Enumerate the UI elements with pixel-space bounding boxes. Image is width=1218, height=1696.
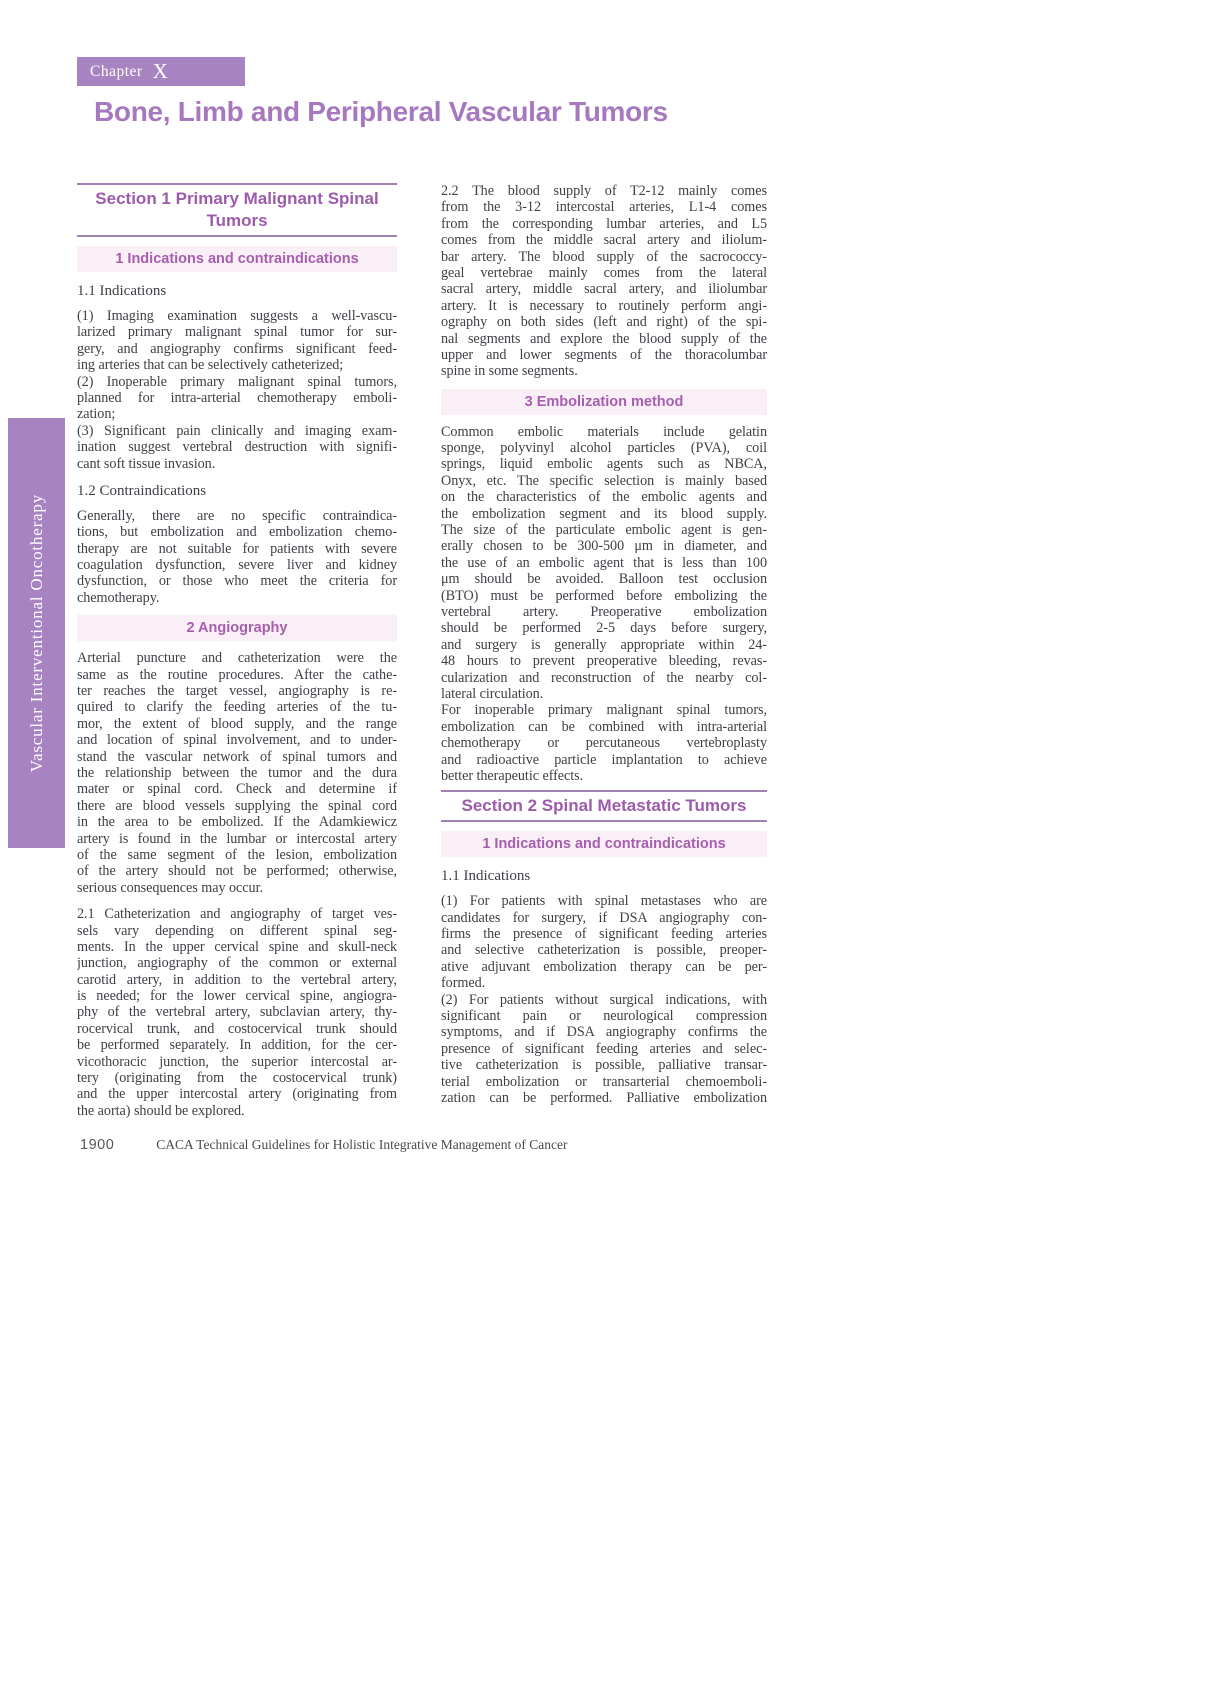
subheading: 1.1 Indications [441,868,531,885]
text-line: upper and lower segments of the thoracolumbar [441,346,767,363]
section-heading [441,790,767,822]
text-line: rocervical trunk, and costocervical trunk should [77,1020,397,1037]
section-heading-line: Section 1 Primary Malignant Spinal [95,189,379,208]
text-line: sponge, polyvinyl alcohol particles (PVA), coil [441,440,767,457]
paragraph [441,702,767,784]
text-line: there are blood vessels supplying the spinal cord [77,797,397,814]
text-line: ments. In the upper cervical spine and skull-neck [77,938,397,955]
text-line: should be performed 2-5 days before surgery, [441,620,767,637]
text-line: bar artery. The blood supply of the sacrococcy- [441,248,767,265]
topic-banner: 3 Embolization method [441,389,767,415]
text-line: ing arteries that can be selectively catheterized; [77,357,344,374]
text-line: from the corresponding lumbar arteries, and L5 [441,215,767,232]
text-line: and selective catheterization is possible, preoper- [441,942,767,959]
paragraph [441,183,767,380]
section-heading-line: Tumors [206,211,268,230]
text-line: stand the vascular network of spinal tumors and [77,748,397,765]
text-line: terial embolization or transarterial chemoemboli- [441,1073,767,1090]
sidebar-tab [8,418,65,848]
text-line: is needed; for the lower cervical spine, angiogra- [77,988,397,1005]
paragraph [77,508,397,606]
text-line: (1) For patients with spinal metastases who are [441,893,767,910]
text-line: ative adjuvant embolization therapy can be per- [441,958,767,975]
text-line: μm should be avoided. Balloon test occlusion [441,571,767,588]
text-line: the embolization segment and its blood supply. [441,505,767,522]
text-line: same as the routine procedures. After the cathe- [77,666,397,683]
text-line: (3) Significant pain clinically and imaging exam- [77,422,397,439]
text-line: erally chosen to be 300-500 μm in diameter, and [441,538,767,555]
paragraph [77,906,397,1119]
topic-banner: 2 Angiography [77,615,397,641]
text-line: better therapeutic effects. [441,767,584,784]
text-line: symptoms, and if DSA angiography confirms the [441,1024,767,1041]
paragraph [441,893,767,1106]
text-line: ography on both sides (left and right) of the spi- [441,314,767,331]
text-line: artery. It is necessary to routinely perform angi- [441,297,767,314]
section-heading-line: Section 2 Spinal Metastatic Tumors [461,796,747,816]
text-line: firms the presence of significant feeding arteries [441,926,767,943]
text-line: artery is found in the lumbar or intercostal artery [77,830,397,847]
text-line: the use of an embolic agent that is less than 100 [441,554,767,571]
text-line: Common embolic materials include gelatin [441,423,767,440]
paragraph [77,308,397,472]
text-line: (1) Imaging examination suggests a well-vascu- [77,308,397,324]
text-line: be performed separately. In addition, for the cer- [77,1037,397,1054]
text-line: chemotherapy. [77,589,160,606]
text-line: in the area to be embolized. If the Adamkiewicz [77,814,397,831]
text-line: geal vertebrae mainly comes from the lateral [441,264,767,281]
text-line: mor, the extent of blood supply, and the range [77,715,397,732]
chapter-label: Chapter [90,62,143,80]
text-line: from the 3-12 intercostal arteries, L1-4 comes [441,199,767,216]
paragraph [441,424,767,703]
text-line: tions, but embolization and embolization chemo- [77,524,397,541]
subheading: 1.2 Contraindications [77,482,207,499]
text-line: chemotherapy or percutaneous vertebroplasty [441,735,767,752]
topic-banner: 1 Indications and contraindications [441,831,767,857]
text-line: of the artery should not be performed; otherwise, [77,863,397,880]
text-line: candidates for surgery, if DSA angiography con- [441,909,767,926]
page-number: 1900 [80,1137,115,1153]
text-line: tery (originating from the costocervical trunk) [77,1070,397,1087]
text-line: the relationship between the tumor and the dura [77,764,397,781]
text-line: Onyx, etc. The specific selection is mainly based [441,472,767,489]
text-line: larized primary malignant spinal tumor for sur- [77,324,397,341]
text-line: therapy are not suitable for patients with severe [77,540,397,557]
text-line: and the upper intercostal artery (originating from [77,1086,397,1103]
column-right [441,183,767,1106]
text-line: ination suggest vertebral destruction with signifi- [77,439,397,456]
page-title: Bone, Limb and Peripheral Vascular Tumors [94,96,668,127]
text-line: mater or spinal cord. Check and determine if [77,781,397,798]
text-line: (2) For patients without surgical indications, with [441,991,767,1008]
text-line: tive catheterization is possible, palliative transar- [441,1057,767,1074]
text-line: the aorta) should be explored. [77,1102,245,1119]
footer-text: CACA Technical Guidelines for Holistic Integrative Management of Cancer [156,1137,568,1152]
chapter-number: X [152,59,168,83]
text-line: comes from the middle sacral artery and iliolum- [441,232,767,249]
text-line: vertebral artery. Preoperative embolization [441,603,767,620]
text-line: formed. [441,975,486,992]
text-line: The size of the particulate embolic agent is gen- [441,522,767,539]
text-line: (2) Inoperable primary malignant spinal tumors, [77,373,397,390]
text-line: serious consequences may occur. [77,879,263,896]
text-line: dysfunction, or those who meet the criteria for [77,573,397,590]
text-line: zation; [77,406,116,423]
text-line: 2.2 The blood supply of T2-12 mainly comes [441,183,767,199]
text-line: coagulation dysfunction, severe liver and kidney [77,557,397,574]
text-line: and location of spinal involvement, and to under- [77,732,397,749]
text-line: gery, and angiography confirms significant feed- [77,340,397,357]
text-line: Generally, there are no specific contraindica- [77,507,397,524]
text-line: springs, liquid embolic agents such as NBCA, [441,456,767,473]
text-line: on the characteristics of the embolic agents and [441,489,767,506]
section-heading [77,183,397,237]
text-line: phy of the vertebral artery, subclavian artery, thy- [77,1004,397,1021]
text-line: junction, angiography of the common or external [77,955,397,972]
text-line: Arterial puncture and catheterization were the [77,650,397,667]
subheading: 1.1 Indications [77,283,167,299]
text-line: sacral artery, middle sacral artery, and iliolumbar [441,281,767,298]
text-line: and surgery is generally appropriate within 24- [441,636,767,653]
text-line: carotid artery, in addition to the vertebral artery, [77,971,397,988]
text-line: 2.1 Catheterization and angiography of target ves- [77,906,397,923]
text-line: spine in some segments. [441,363,578,380]
text-line: 48 hours to prevent preoperative bleeding, revas- [441,653,767,670]
text-line: vicothoracic junction, the superior intercostal ar- [77,1053,397,1070]
paragraph [77,650,397,896]
text-line: zation can be performed. Palliative embolization [441,1089,767,1106]
text-line: significant pain or neurological compression [441,1008,767,1025]
text-line: sels vary depending on different spinal seg- [77,922,397,939]
sidebar-tab-label: Vascular Interventional Oncotherapy [26,493,46,773]
text-line: of the same segment of the lesion, embolization [77,846,397,863]
text-line: lateral circulation. [441,685,544,702]
text-line: ter reaches the target vessel, angiography is re- [77,683,397,700]
text-line: quired to clarify the feeding arteries of the tu- [77,699,397,716]
column-left [77,183,397,1119]
text-line: cant soft tissue invasion. [77,455,216,472]
text-line: presence of significant feeding arteries and selec- [441,1040,767,1057]
text-line: (BTO) must be performed before embolizing the [441,587,767,604]
chapter-badge [77,57,245,86]
text-line: nal segments and explore the blood supply of the [441,330,767,347]
text-line: planned for intra-arterial chemotherapy emboli- [77,389,397,406]
topic-banner: 1 Indications and contraindications [77,246,397,272]
footer [80,1137,567,1153]
text-line: embolization can be combined with intra-arterial [441,718,767,735]
text-line: For inoperable primary malignant spinal tumors, [441,702,767,719]
text-line: and radioactive particle implantation to achieve [441,751,767,768]
text-line: cularization and reconstruction of the nearby col- [441,669,767,686]
